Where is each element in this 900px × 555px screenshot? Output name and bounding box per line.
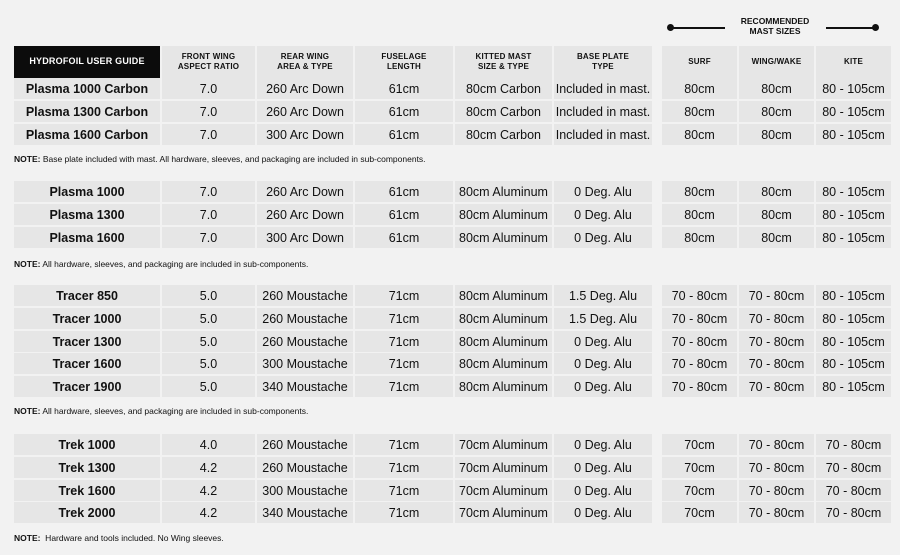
cell-base-plate: 0 Deg. Alu: [554, 502, 652, 523]
cell-surf: 80cm: [662, 181, 737, 202]
cell-aspect-ratio: 7.0: [162, 124, 255, 145]
cell-surf: 80cm: [662, 101, 737, 122]
cell-mast: 80cm Aluminum: [455, 376, 552, 397]
cell-base-plate: 0 Deg. Alu: [554, 434, 652, 455]
cell-wing-wake: 70 - 80cm: [739, 480, 814, 501]
cell-aspect-ratio: 5.0: [162, 331, 255, 352]
cell-aspect-ratio: 4.2: [162, 502, 255, 523]
cell-surf: 70cm: [662, 434, 737, 455]
cell-mast: 80cm Carbon: [455, 124, 552, 145]
cell-surf: 70cm: [662, 502, 737, 523]
cell-model: Plasma 1000: [14, 181, 160, 202]
cell-kite: 80 - 105cm: [816, 204, 891, 225]
cell-wing-wake: 70 - 80cm: [739, 457, 814, 478]
note-text: Hardware and tools included. No Wing sleeves.: [40, 533, 224, 543]
cell-base-plate: 0 Deg. Alu: [554, 457, 652, 478]
cell-mast: 80cm Carbon: [455, 101, 552, 122]
cell-base-plate: 0 Deg. Alu: [554, 204, 652, 225]
cell-wing-wake: 80cm: [739, 124, 814, 145]
cell-mast: 80cm Aluminum: [455, 181, 552, 202]
cell-model: Plasma 1600 Carbon: [14, 124, 160, 145]
cell-aspect-ratio: 7.0: [162, 101, 255, 122]
cell-model: Plasma 1300 Carbon: [14, 101, 160, 122]
cell-model: Plasma 1600: [14, 227, 160, 248]
cell-base-plate: 0 Deg. Alu: [554, 227, 652, 248]
cell-aspect-ratio: 7.0: [162, 181, 255, 202]
recommended-mast-sizes-title: RECOMMENDED MAST SIZES: [740, 16, 810, 37]
cell-rear-wing: 260 Arc Down: [257, 181, 353, 202]
cell-kite: 80 - 105cm: [816, 376, 891, 397]
cell-base-plate: 0 Deg. Alu: [554, 353, 652, 374]
cell-surf: 80cm: [662, 227, 737, 248]
cell-rear-wing: 300 Arc Down: [257, 227, 353, 248]
cell-kite: 80 - 105cm: [816, 227, 891, 248]
cell-wing-wake: 70 - 80cm: [739, 434, 814, 455]
cell-model: Trek 1300: [14, 457, 160, 478]
cell-rear-wing: 300 Moustache: [257, 353, 353, 374]
cell-model: Tracer 850: [14, 285, 160, 306]
cell-kite: 70 - 80cm: [816, 502, 891, 523]
cell-mast: 80cm Aluminum: [455, 227, 552, 248]
cell-model: Trek 2000: [14, 502, 160, 523]
header-model: HYDROFOIL USER GUIDE: [14, 46, 160, 78]
cell-rear-wing: 260 Arc Down: [257, 78, 353, 99]
cell-wing-wake: 70 - 80cm: [739, 331, 814, 352]
cell-kite: 70 - 80cm: [816, 457, 891, 478]
cell-mast: 70cm Aluminum: [455, 480, 552, 501]
cell-aspect-ratio: 7.0: [162, 227, 255, 248]
cell-rear-wing: 260 Moustache: [257, 285, 353, 306]
cell-rear-wing: 260 Arc Down: [257, 204, 353, 225]
note-text: All hardware, sleeves, and packaging are included in sub-components.: [40, 406, 309, 416]
cell-base-plate: Included in mast.: [554, 124, 652, 145]
cell-model: Plasma 1000 Carbon: [14, 78, 160, 99]
cell-fuselage: 61cm: [355, 101, 453, 122]
cell-kite: 80 - 105cm: [816, 308, 891, 329]
cell-kite: 80 - 105cm: [816, 181, 891, 202]
cell-fuselage: 71cm: [355, 376, 453, 397]
cell-rear-wing: 340 Moustache: [257, 502, 353, 523]
cell-fuselage: 61cm: [355, 204, 453, 225]
cell-fuselage: 71cm: [355, 285, 453, 306]
cell-wing-wake: 80cm: [739, 204, 814, 225]
cell-wing-wake: 70 - 80cm: [739, 308, 814, 329]
cell-wing-wake: 80cm: [739, 227, 814, 248]
cell-surf: 80cm: [662, 124, 737, 145]
cell-surf: 70cm: [662, 457, 737, 478]
cell-aspect-ratio: 5.0: [162, 376, 255, 397]
cell-kite: 80 - 105cm: [816, 78, 891, 99]
cell-surf: 70 - 80cm: [662, 376, 737, 397]
cell-model: Tracer 1600: [14, 353, 160, 374]
cell-surf: 70cm: [662, 480, 737, 501]
cell-aspect-ratio: 7.0: [162, 204, 255, 225]
cell-wing-wake: 70 - 80cm: [739, 285, 814, 306]
cell-fuselage: 61cm: [355, 181, 453, 202]
note-text: Base plate included with mast. All hardware, sleeves, and packaging are included in sub-components.: [40, 154, 426, 164]
cell-kite: 80 - 105cm: [816, 285, 891, 306]
cell-aspect-ratio: 5.0: [162, 353, 255, 374]
note-label: NOTE:: [14, 406, 41, 416]
cell-rear-wing: 300 Arc Down: [257, 124, 353, 145]
note-label: NOTE:: [14, 259, 41, 269]
cell-mast: 70cm Aluminum: [455, 434, 552, 455]
cell-surf: 70 - 80cm: [662, 331, 737, 352]
cell-wing-wake: 70 - 80cm: [739, 376, 814, 397]
note-label: NOTE:: [14, 533, 41, 543]
cell-base-plate: 0 Deg. Alu: [554, 480, 652, 501]
header-rear-wing: REAR WING AREA & TYPE: [257, 46, 353, 78]
cell-mast: 70cm Aluminum: [455, 457, 552, 478]
cell-model: Trek 1000: [14, 434, 160, 455]
cell-base-plate: 0 Deg. Alu: [554, 376, 652, 397]
cell-fuselage: 61cm: [355, 124, 453, 145]
cell-mast: 80cm Carbon: [455, 78, 552, 99]
cell-kite: 70 - 80cm: [816, 480, 891, 501]
header-surf: SURF: [662, 46, 737, 78]
cell-wing-wake: 70 - 80cm: [739, 353, 814, 374]
cell-wing-wake: 70 - 80cm: [739, 502, 814, 523]
cell-aspect-ratio: 5.0: [162, 285, 255, 306]
cell-mast: 80cm Aluminum: [455, 285, 552, 306]
cell-model: Trek 1600: [14, 480, 160, 501]
cell-wing-wake: 80cm: [739, 101, 814, 122]
cell-mast: 80cm Aluminum: [455, 331, 552, 352]
cell-surf: 80cm: [662, 204, 737, 225]
cell-base-plate: 1.5 Deg. Alu: [554, 308, 652, 329]
cell-surf: 70 - 80cm: [662, 353, 737, 374]
cell-fuselage: 71cm: [355, 331, 453, 352]
cell-fuselage: 71cm: [355, 457, 453, 478]
cell-base-plate: 0 Deg. Alu: [554, 181, 652, 202]
cell-rear-wing: 260 Moustache: [257, 308, 353, 329]
cell-rear-wing: 300 Moustache: [257, 480, 353, 501]
cell-fuselage: 71cm: [355, 308, 453, 329]
cell-mast: 80cm Aluminum: [455, 353, 552, 374]
header-base-plate: BASE PLATE TYPE: [554, 46, 652, 78]
cell-kite: 80 - 105cm: [816, 331, 891, 352]
cell-kite: 80 - 105cm: [816, 353, 891, 374]
cell-wing-wake: 80cm: [739, 181, 814, 202]
header-aspect-ratio: FRONT WING ASPECT RATIO: [162, 46, 255, 78]
cell-surf: 80cm: [662, 78, 737, 99]
header-wing-wake: WING/WAKE: [739, 46, 814, 78]
cell-surf: 70 - 80cm: [662, 285, 737, 306]
cell-base-plate: 1.5 Deg. Alu: [554, 285, 652, 306]
cell-model: Plasma 1300: [14, 204, 160, 225]
cell-mast: 80cm Aluminum: [455, 204, 552, 225]
bracket-right-line: [826, 27, 876, 29]
cell-fuselage: 61cm: [355, 227, 453, 248]
cell-base-plate: Included in mast.: [554, 101, 652, 122]
note-label: NOTE:: [14, 154, 41, 164]
cell-rear-wing: 340 Moustache: [257, 376, 353, 397]
group-note: [14, 259, 308, 269]
cell-surf: 70 - 80cm: [662, 308, 737, 329]
cell-mast: 70cm Aluminum: [455, 502, 552, 523]
cell-mast: 80cm Aluminum: [455, 308, 552, 329]
group-note: [14, 406, 308, 416]
cell-model: Tracer 1300: [14, 331, 160, 352]
group-note: [14, 154, 426, 164]
cell-aspect-ratio: 5.0: [162, 308, 255, 329]
cell-rear-wing: 260 Moustache: [257, 457, 353, 478]
cell-base-plate: Included in mast.: [554, 78, 652, 99]
cell-kite: 80 - 105cm: [816, 101, 891, 122]
header-fuselage: FUSELAGE LENGTH: [355, 46, 453, 78]
cell-model: Tracer 1000: [14, 308, 160, 329]
cell-fuselage: 71cm: [355, 353, 453, 374]
cell-kite: 80 - 105cm: [816, 124, 891, 145]
note-text: All hardware, sleeves, and packaging are included in sub-components.: [40, 259, 309, 269]
cell-model: Tracer 1900: [14, 376, 160, 397]
cell-aspect-ratio: 4.0: [162, 434, 255, 455]
cell-base-plate: 0 Deg. Alu: [554, 331, 652, 352]
cell-fuselage: 61cm: [355, 78, 453, 99]
cell-rear-wing: 260 Moustache: [257, 331, 353, 352]
header-kite: KITE: [816, 46, 891, 78]
cell-aspect-ratio: 4.2: [162, 480, 255, 501]
cell-rear-wing: 260 Moustache: [257, 434, 353, 455]
cell-fuselage: 71cm: [355, 502, 453, 523]
cell-aspect-ratio: 4.2: [162, 457, 255, 478]
cell-aspect-ratio: 7.0: [162, 78, 255, 99]
group-note: [14, 533, 224, 543]
cell-kite: 70 - 80cm: [816, 434, 891, 455]
header-mast: KITTED MAST SIZE & TYPE: [455, 46, 552, 78]
cell-fuselage: 71cm: [355, 480, 453, 501]
bracket-right-dot: [872, 24, 879, 31]
cell-fuselage: 71cm: [355, 434, 453, 455]
cell-rear-wing: 260 Arc Down: [257, 101, 353, 122]
cell-wing-wake: 80cm: [739, 78, 814, 99]
